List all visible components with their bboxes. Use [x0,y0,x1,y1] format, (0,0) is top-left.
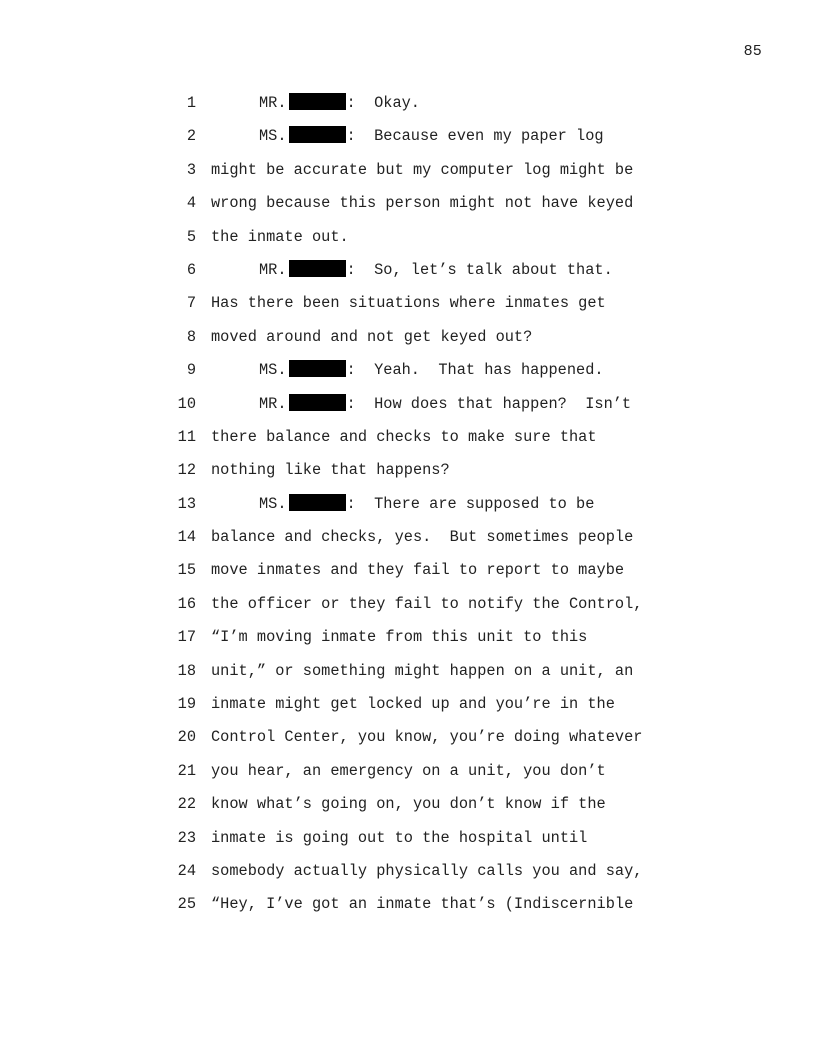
transcript-line [0,488,816,521]
speaker-line-text [259,120,604,153]
transcript-line [0,454,816,487]
line-number: 6 [186,260,196,279]
transcript-line [0,688,816,721]
line-number: 12 [177,461,196,480]
transcript-line [0,888,816,921]
line-text: “Hey, I’ve got an inmate that’s (Indiscernible [211,895,634,914]
line-text: “I’m moving inmate from this unit to this [211,628,588,647]
speaker-label: MS. [259,361,287,380]
redacted-name-block [289,394,346,411]
line-number: 4 [186,194,196,213]
transcript-line [0,388,816,421]
line-number: 2 [186,127,196,146]
line-text: inmate is going out to the hospital until [211,828,588,847]
line-text: balance and checks, yes. But sometimes people [211,528,634,547]
line-text: nothing like that happens? [211,461,450,480]
transcript-line [0,655,816,688]
transcript-line [0,421,816,454]
spoken-text: : So, let’s talk about that. [346,260,613,279]
line-text: there balance and checks to make sure that [211,427,597,446]
line-text: move inmates and they fail to report to maybe [211,561,625,580]
line-number: 9 [186,361,196,380]
spoken-text: : There are supposed to be [346,494,595,513]
transcript-line [0,822,816,855]
spoken-text: : How does that happen? Isn’t [346,394,632,413]
line-number: 13 [177,494,196,513]
transcript-body [0,87,816,922]
transcript-line [0,354,816,387]
transcript-line [0,721,816,754]
speaker-label: MS. [259,127,287,146]
transcript-line [0,120,816,153]
redacted-name-block [289,494,346,511]
line-text: the officer or they fail to notify the Control, [211,594,643,613]
transcript-line [0,755,816,788]
spoken-text: : Because even my paper log [346,127,604,146]
line-number: 16 [177,594,196,613]
line-number: 7 [186,294,196,313]
line-text: Control Center, you know, you’re doing whatever [211,728,643,747]
line-number: 14 [177,528,196,547]
spoken-text: : Okay. [346,94,420,112]
transcript-line [0,154,816,187]
speaker-label: MR. [259,94,287,112]
line-text: you hear, an emergency on a unit, you don’t [211,761,606,780]
line-text: might be accurate but my computer log might be [211,160,634,179]
page-number: 85 [743,43,762,60]
line-number: 21 [177,761,196,780]
speaker-line-text [259,354,604,387]
spoken-text: : Yeah. That has happened. [346,361,604,380]
redacted-name-block [289,93,346,110]
line-number: 19 [177,695,196,714]
speaker-line-text [259,254,613,287]
speaker-line-text [259,388,631,421]
redacted-name-block [289,126,346,143]
line-text: know what’s going on, you don’t know if the [211,795,606,814]
line-number: 11 [177,427,196,446]
line-number: 17 [177,628,196,647]
line-text: the inmate out. [211,227,349,246]
line-text: Has there been situations where inmates get [211,294,606,313]
line-text: unit,” or something might happen on a unit, an [211,661,634,680]
line-number: 5 [186,227,196,246]
transcript-line [0,521,816,554]
transcript-line [0,221,816,254]
line-number: 8 [186,327,196,346]
line-number: 20 [177,728,196,747]
transcript-line [0,87,816,120]
transcript-line [0,855,816,888]
line-number: 22 [177,795,196,814]
redacted-name-block [289,260,346,277]
redacted-name-block [289,360,346,377]
line-number: 15 [177,561,196,580]
line-number: 10 [177,394,196,413]
line-number: 24 [177,861,196,880]
transcript-line [0,621,816,654]
speaker-label: MS. [259,494,287,513]
speaker-label: MR. [259,394,287,413]
line-number: 3 [186,160,196,179]
line-number: 25 [177,895,196,914]
transcript-line [0,788,816,821]
transcript-line [0,554,816,587]
line-number: 18 [177,661,196,680]
transcript-line [0,287,816,320]
line-text: wrong because this person might not have keyed [211,194,634,213]
speaker-line-text [259,87,420,120]
speaker-line-text [259,488,594,521]
line-number: 1 [186,94,196,112]
transcript-line [0,588,816,621]
line-text: somebody actually physically calls you and say, [211,861,643,880]
line-text: moved around and not get keyed out? [211,327,533,346]
speaker-label: MR. [259,260,287,279]
transcript-line [0,321,816,354]
line-text: inmate might get locked up and you’re in the [211,695,615,714]
transcript-line [0,187,816,220]
transcript-line [0,254,816,287]
line-number: 23 [177,828,196,847]
